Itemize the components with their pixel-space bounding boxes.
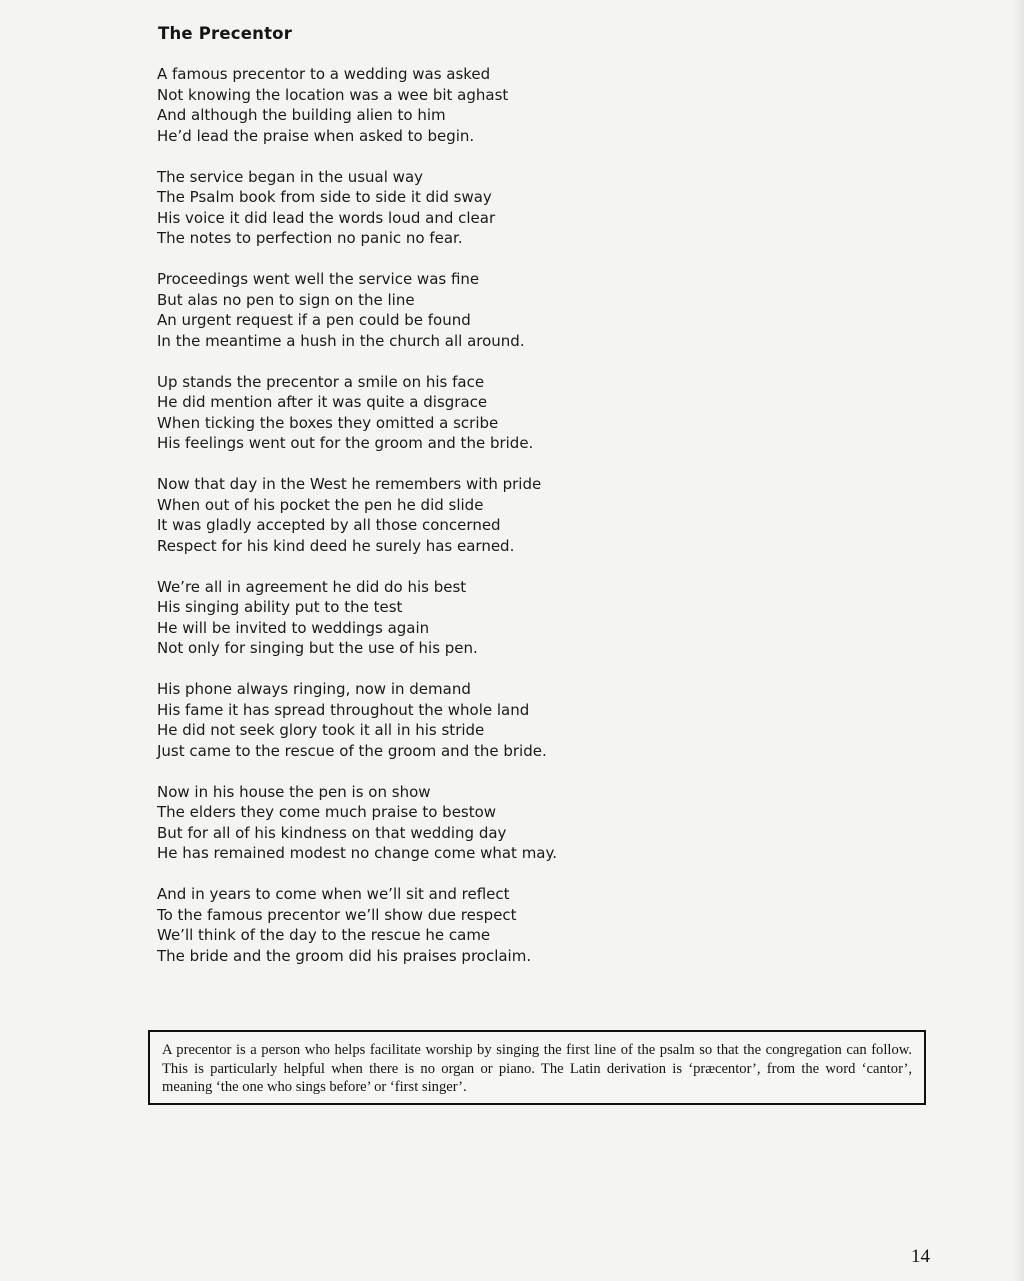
poem-line: His feelings went out for the groom and the bride. bbox=[157, 434, 534, 452]
stanza bbox=[157, 577, 557, 659]
poem-line: But for all of his kindness on that wedding day bbox=[157, 823, 507, 842]
stanza bbox=[157, 679, 557, 761]
poem-line: To the famous precentor we’ll show due respect bbox=[157, 905, 517, 924]
poem-line: The service began in the usual way bbox=[157, 167, 424, 186]
poem-line: He will be invited to weddings again bbox=[157, 618, 430, 637]
poem-body bbox=[157, 64, 557, 987]
poem-line: He’d lead the praise when asked to begin. bbox=[157, 126, 475, 145]
definition-note-text: A precentor is a person who helps facilitate worship by singing the first line of the psalm so that the congregation can follow. This is particularly helpful when there is no organ or piano. The Latin derivation is ‘præcentor’, from the word ‘cantor’, meaning ‘the one who sings before’ or ‘first singer’. bbox=[162, 1042, 912, 1095]
stanza bbox=[157, 167, 557, 249]
poem-line: His phone always ringing, now in demand bbox=[157, 680, 471, 698]
poem-line: The bride and the groom did his praises proclaim. bbox=[157, 946, 532, 965]
poem-line: Up stands the precentor a smile on his face bbox=[157, 372, 485, 391]
poem-line: But alas no pen to sign on the line bbox=[157, 290, 415, 309]
definition-note-box bbox=[148, 1030, 926, 1105]
stanza bbox=[157, 64, 557, 146]
stanza bbox=[157, 269, 557, 351]
poem-line: We’re all in agreement he did do his best bbox=[157, 577, 467, 596]
poem-line: In the meantime a hush in the church all around. bbox=[157, 331, 525, 350]
poem-line: When ticking the boxes they omitted a scribe bbox=[157, 413, 499, 432]
poem-line: His voice it did lead the words loud and clear bbox=[157, 208, 496, 227]
poem-line: He has remained modest no change come what may. bbox=[157, 844, 558, 862]
poem-line: And although the building alien to him bbox=[157, 106, 446, 124]
poem-line: An urgent request if a pen could be found bbox=[157, 311, 471, 329]
poem-line: He did not seek glory took it all in his stride bbox=[157, 721, 485, 739]
poem-line: His fame it has spread throughout the whole land bbox=[157, 700, 530, 719]
poem-line: The notes to perfection no panic no fear. bbox=[157, 229, 463, 247]
stanza bbox=[157, 782, 557, 864]
poem-line: His singing ability put to the test bbox=[157, 598, 403, 616]
poem-line: The Psalm book from side to side it did sway bbox=[157, 188, 492, 206]
page-number: 14 bbox=[911, 1246, 930, 1267]
poem-line: We’ll think of the day to the rescue he came bbox=[157, 926, 491, 944]
poem-title: The Precentor bbox=[158, 24, 293, 43]
poem-line: It was gladly accepted by all those concerned bbox=[157, 516, 501, 534]
poem-line: The elders they come much praise to bestow bbox=[157, 803, 497, 821]
poem-line: And in years to come when we’ll sit and reflect bbox=[157, 885, 510, 903]
stanza bbox=[157, 884, 557, 966]
page-edge-shadow bbox=[1012, 0, 1024, 1281]
poem-line: Now that day in the West he remembers with pride bbox=[157, 475, 542, 493]
poem-line: He did mention after it was quite a disgrace bbox=[157, 393, 488, 411]
poem-line: A famous precentor to a wedding was asked bbox=[157, 65, 491, 83]
stanza bbox=[157, 474, 557, 556]
poem-line: Proceedings went well the service was fine bbox=[157, 270, 480, 288]
poem-line: When out of his pocket the pen he did slide bbox=[157, 495, 484, 514]
stanza bbox=[157, 372, 557, 454]
poem-line: Not only for singing but the use of his pen. bbox=[157, 639, 478, 657]
poem-line: Not knowing the location was a wee bit aghast bbox=[157, 85, 509, 104]
poem-line: Now in his house the pen is on show bbox=[157, 782, 431, 801]
poem-line: Respect for his kind deed he surely has earned. bbox=[157, 536, 515, 555]
poem-line: Just came to the rescue of the groom and the bride. bbox=[157, 741, 547, 760]
